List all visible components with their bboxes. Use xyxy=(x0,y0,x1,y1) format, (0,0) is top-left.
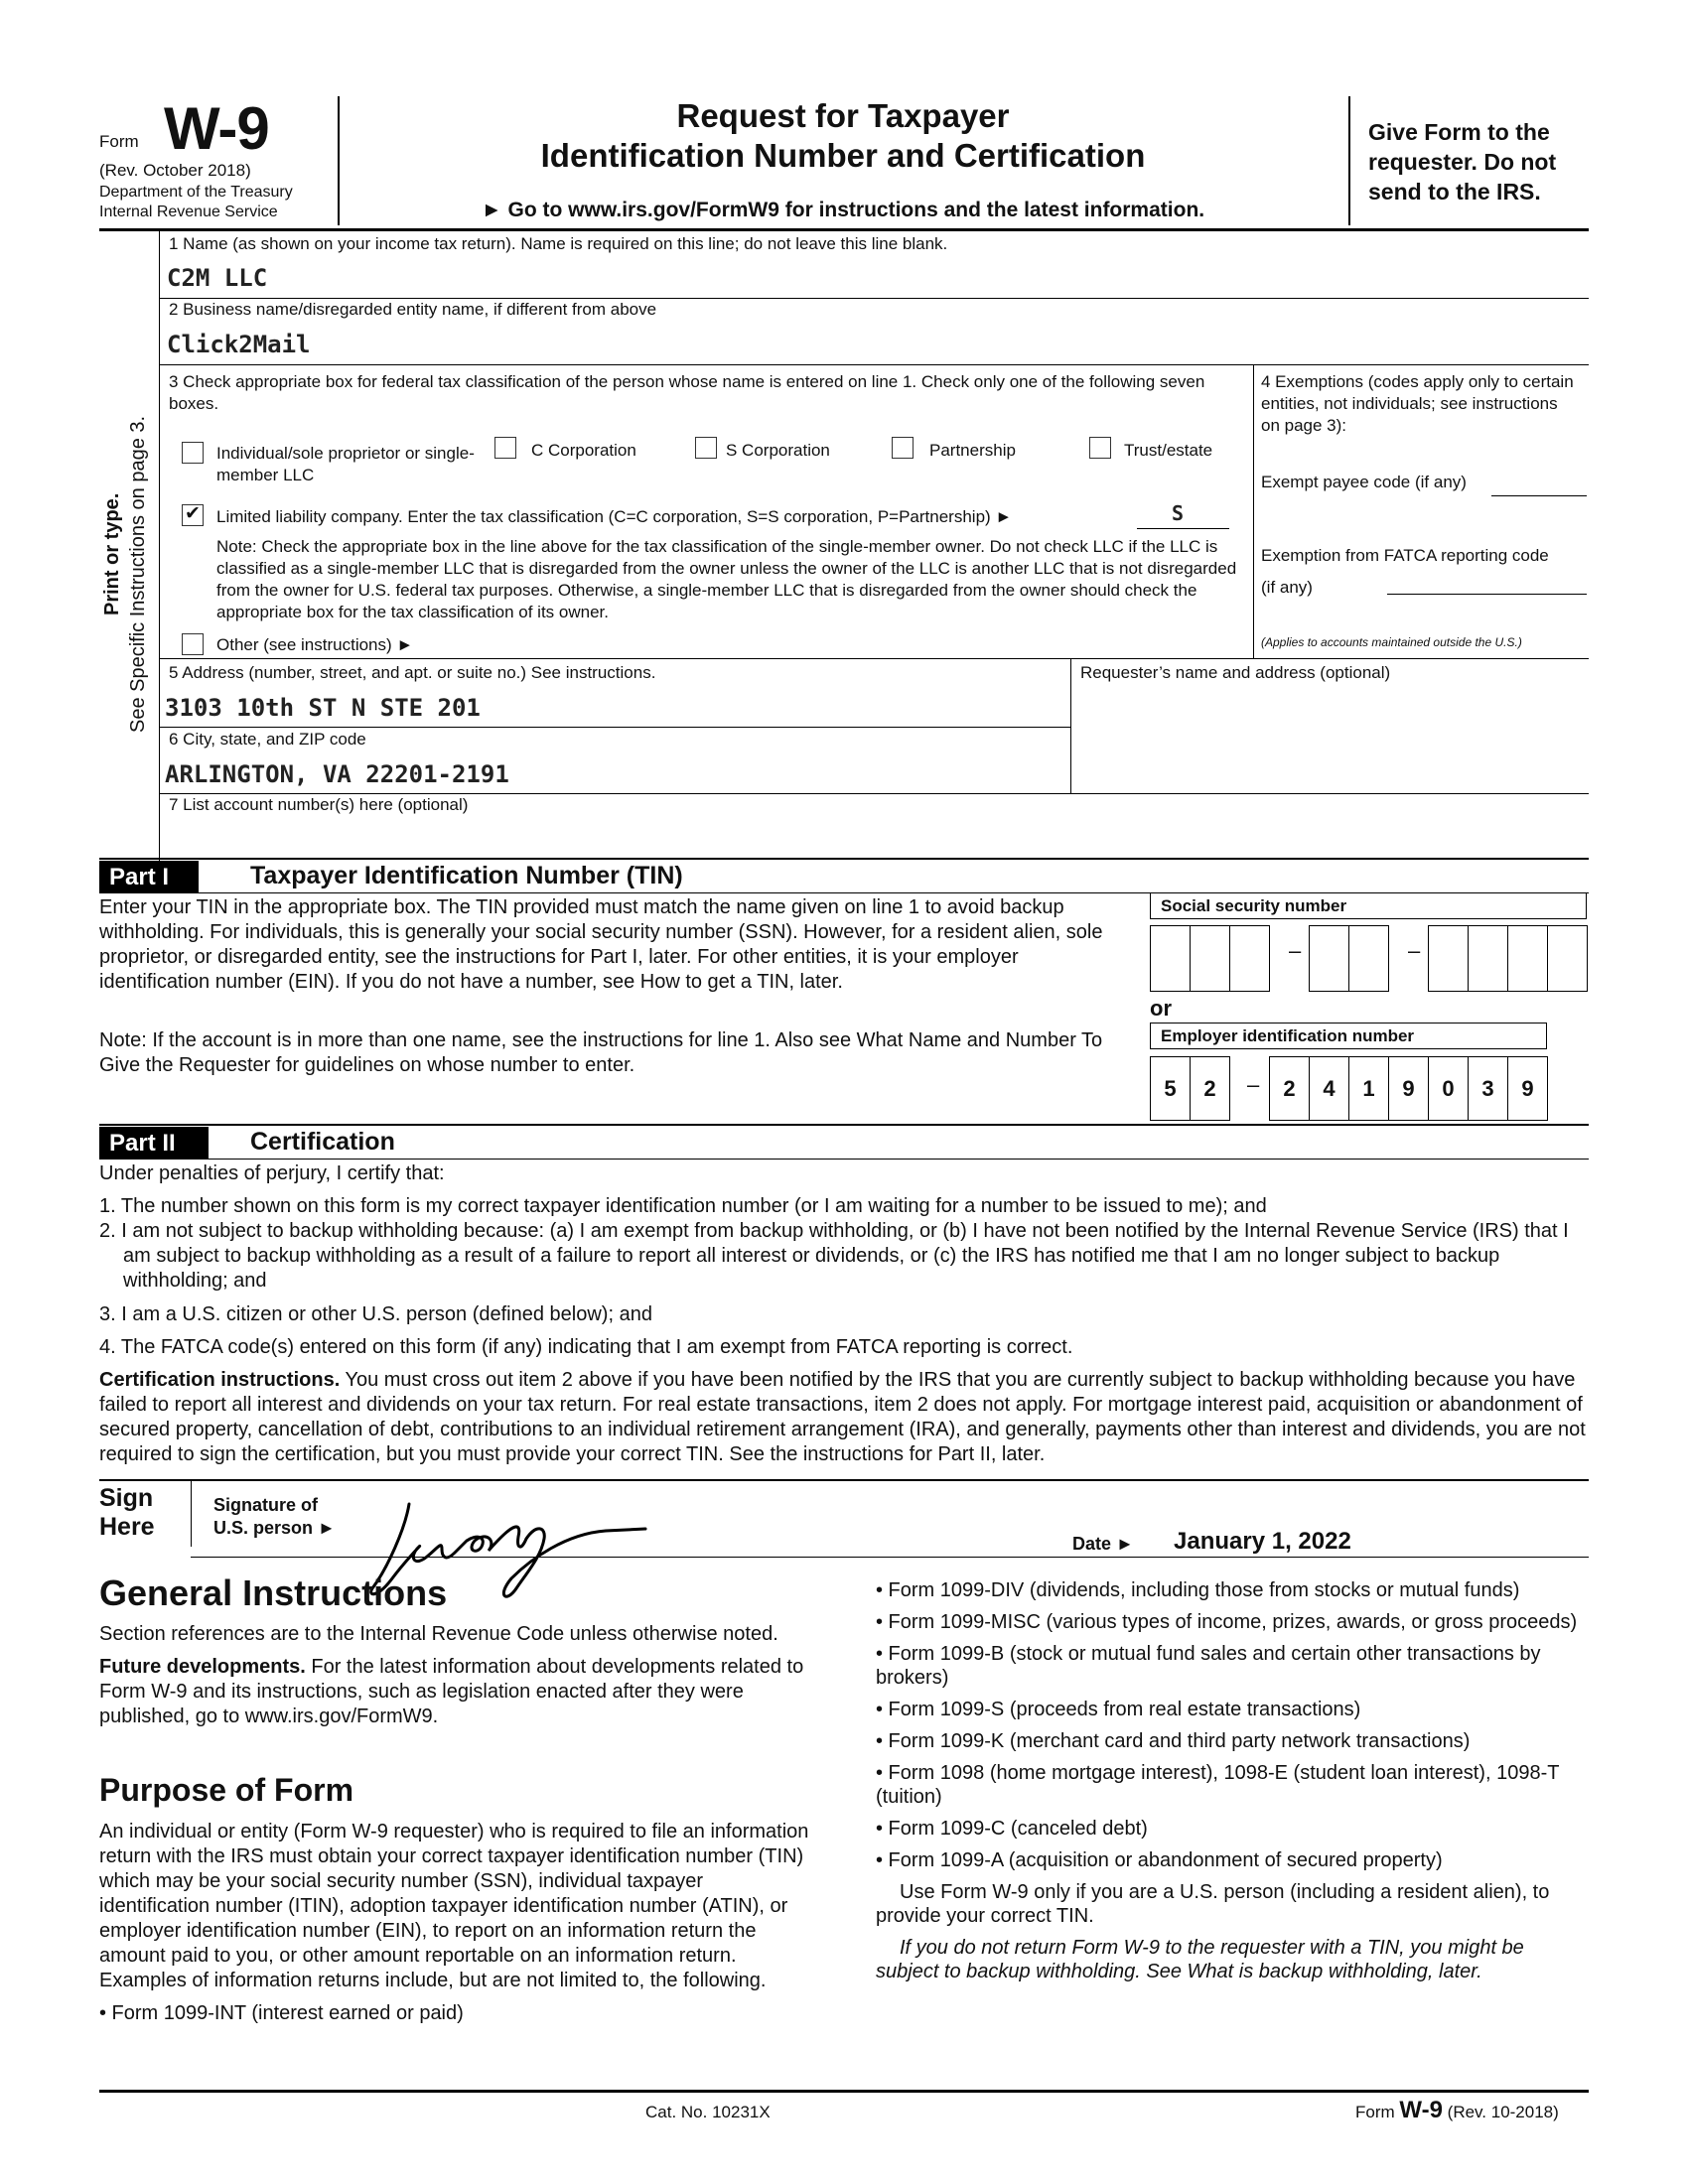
bullet-item: • Form 1098 (home mortgage interest), 1098-E (student loan interest), 1098-T (tuition) xyxy=(876,1762,1560,1808)
irs-name: Internal Revenue Service xyxy=(99,204,278,220)
partnership-checkbox[interactable] xyxy=(892,437,914,459)
department: Department of the Treasury xyxy=(99,184,293,201)
cert-instructions-title: Certification instructions. xyxy=(99,1369,341,1391)
ein-label: Employer identification number xyxy=(1150,1023,1547,1049)
use-form-text: Use Form W-9 only if you are a U.S. person (including a resident alien), to provide your correct TIN. xyxy=(876,1881,1550,1927)
date-value[interactable]: January 1, 2022 xyxy=(1174,1528,1351,1555)
future-developments-title: Future developments. xyxy=(99,1656,306,1678)
cert-item2: 2. I am not subject to backup withholding because: (a) I am exempt from backup withholding, or (b) I have not been notified by the Internal Revenue Service (IRS) that I am subject to backup withholding as a result of a failure to report all interest or dividends, or (c) the IRS has notified me that I am no longer subject to backup withholding; and xyxy=(99,1220,1569,1292)
c-corporation-label: C Corporation xyxy=(531,441,636,460)
address-field[interactable]: 3103 10th ST N STE 201 xyxy=(165,694,481,722)
line7-label: 7 List account number(s) here (optional) xyxy=(169,795,469,814)
bullet-item: • Form 1099-DIV (dividends, including those from stocks or mutual funds) xyxy=(876,1579,1520,1601)
cert-item4: 4. The FATCA code(s) entered on this form (if any) indicating that I am exempt from FATCA reporting is correct. xyxy=(99,1336,1073,1358)
print-or-type-side: Print or type. xyxy=(101,492,123,615)
footer-w9: W-9 xyxy=(1399,2097,1443,2123)
llc-checkbox[interactable] xyxy=(182,504,204,526)
business-name-field[interactable]: Click2Mail xyxy=(167,331,311,358)
cert-instructions xyxy=(99,1368,1589,1467)
ein-digit: 4 xyxy=(1309,1056,1349,1121)
part1-tag: Part I xyxy=(99,861,199,893)
purpose-column xyxy=(99,1820,814,2034)
part1-title: Taxpayer Identification Number (TIN) xyxy=(250,862,683,889)
date-label: Date ► xyxy=(1072,1534,1134,1554)
trust-estate-checkbox[interactable] xyxy=(1089,437,1111,459)
part2-tag: Part II xyxy=(99,1127,209,1160)
line1-label: 1 Name (as shown on your income tax return). Name is required on this line; do not leave this line blank. xyxy=(169,234,948,253)
general-right-column xyxy=(876,1578,1586,1991)
bullet-item: • Form 1099-MISC (various types of income, prizes, awards, or gross proceeds) xyxy=(876,1611,1578,1633)
general-instructions-heading: General Instructions xyxy=(99,1572,448,1613)
sign-here-label: Sign Here xyxy=(99,1484,155,1541)
section-references: Section references are to the Internal Revenue Code unless otherwise noted. xyxy=(99,1623,778,1645)
s-corporation-checkbox[interactable] xyxy=(695,437,717,459)
fatca-label: Exemption from FATCA reporting code (if any) xyxy=(1261,546,1549,597)
bullet-item: • Form 1099-K (merchant card and third party network transactions) xyxy=(876,1730,1471,1752)
cert-item1: 1. The number shown on this form is my correct taxpayer identification number (or I am waiting for a number to be issued to me); and xyxy=(99,1195,1267,1217)
bullet-item: • Form 1099-B (stock or mutual fund sales and certain other transactions by brokers) xyxy=(876,1643,1541,1689)
c-corporation-checkbox[interactable] xyxy=(494,437,516,459)
general-left-column xyxy=(99,1622,814,1737)
form-number: W-9 xyxy=(164,95,269,162)
cert-instructions-text: You must cross out item 2 above if you have been notified by the IRS that you are currently subject to backup withholding because you have failed to report all interest and dividends on your tax return. For real estate transactions, item 2 does not apply. For mortgage interest paid, acquisition or abandonment of secured property, cancellation of debt, contributions to an individual retirement arrangement (IRA), and generally, payments other than interest and dividends, you are not required to sign the certification, but you must provide your correct TIN. See the instructions for Part II, later. xyxy=(99,1369,1586,1465)
footer-form-word: Form xyxy=(1355,2103,1395,2121)
llc-classification-field[interactable]: S xyxy=(1172,501,1185,525)
form-word: Form xyxy=(99,132,139,151)
other-label: Other (see instructions) ► xyxy=(216,635,414,654)
footer-form xyxy=(1355,2097,1559,2124)
or-label: or xyxy=(1150,996,1172,1021)
line6-label: 6 City, state, and ZIP code xyxy=(169,730,366,749)
ein-digit: 0 xyxy=(1428,1056,1469,1121)
bullet-1099-int: • Form 1099-INT (interest earned or paid) xyxy=(99,2002,464,2024)
revision: (Rev. October 2018) xyxy=(99,161,251,180)
s-corporation-label: S Corporation xyxy=(726,441,830,460)
purpose-heading: Purpose of Form xyxy=(99,1772,354,1808)
part2-title: Certification xyxy=(250,1128,395,1156)
bullet-item: • Form 1099-S (proceeds from real estate transactions) xyxy=(876,1699,1361,1720)
ein-digit: 2 xyxy=(1190,1056,1230,1121)
line3-label: 3 Check appropriate box for federal tax classification of the person whose name is entered on line 1. Check only one of the following seven boxes. xyxy=(169,372,1205,413)
fatca-code-field[interactable] xyxy=(1387,594,1587,595)
if-not-returned-text: If you do not return Form W-9 to the requester with a TIN, you might be subject to backup withholding. See What is backup withholding, later. xyxy=(876,1937,1524,1982)
ein-digit: 1 xyxy=(1348,1056,1389,1121)
line2-label: 2 Business name/disregarded entity name, if different from above xyxy=(169,300,657,319)
cert-item3: 3. I am a U.S. citizen or other U.S. person (defined below); and xyxy=(99,1303,652,1325)
exempt-payee-field[interactable] xyxy=(1491,495,1587,496)
llc-note: Note: Check the appropriate box in the line above for the tax classification of the single-member owner. Do not check LLC if the LLC is classified as a single-member LLC that is disregarded from the owner unless the owner of the LLC is another LLC that is not disregarded from the owner for U.S. federal tax purposes. Otherwise, a single-member LLC that is disregarded from the owner should check the appropriate box for the tax classification of its owner. xyxy=(216,537,1237,621)
line5-label: 5 Address (number, street, and apt. or suite no.) See instructions. xyxy=(169,663,656,682)
ein-digit: 9 xyxy=(1507,1056,1548,1121)
future-developments-text: For the latest information about developments related to Form W-9 and its instructions, such as legislation enacted after they were published, go to www.irs.gov/FormW9. xyxy=(99,1656,804,1727)
bullet-item: • Form 1099-C (canceled debt) xyxy=(876,1818,1148,1840)
city-state-zip-field[interactable]: ARLINGTON, VA 22201-2191 xyxy=(165,760,509,788)
cat-number: Cat. No. 10231X xyxy=(645,2103,771,2121)
ein-digit: 5 xyxy=(1150,1056,1191,1121)
name-field[interactable]: C2M LLC xyxy=(167,264,268,292)
ein-digit: 2 xyxy=(1269,1056,1310,1121)
ein-digit: 9 xyxy=(1388,1056,1429,1121)
individual-checkbox[interactable] xyxy=(182,442,204,464)
form-title-line2: Identification Number and Certification xyxy=(540,137,1146,174)
partnership-label: Partnership xyxy=(929,441,1016,460)
give-form-note: Give Form to the requester. Do not send to the IRS. xyxy=(1368,119,1557,205)
part1-text: Enter your TIN in the appropriate box. The TIN provided must match the name given on line 1 to avoid backup withholding. For individuals, this is generally your social security number (SSN). However, for a resident alien, sole proprietor, or disregarded entity, see the instructions for Part I, later. For other entities, it is your employer identification number (EIN). If you do not have a number, see How to get a TIN, later. xyxy=(99,896,1103,993)
llc-label: Limited liability company. Enter the tax classification (C=C corporation, S=S corporation, P=Partnership) ► xyxy=(216,507,1013,526)
applies-note: (Applies to accounts maintained outside the U.S.) xyxy=(1261,635,1522,649)
individual-label: Individual/sole proprietor or single-member LLC xyxy=(216,444,475,484)
trust-estate-label: Trust/estate xyxy=(1124,441,1213,460)
purpose-text: An individual or entity (Form W-9 requester) who is required to file an information return with the IRS must obtain your correct taxpayer identification number (TIN) which may be your social security number (SSN), individual taxpayer identification number (ITIN), adoption taxpayer identification number (ATIN), or employer identification number (EIN), to report on an information return the amount paid to you, or other amount reportable on an information return. Examples of information returns include, but are not limited to, the following. xyxy=(99,1821,809,1991)
signature-label: Signature of U.S. person ► xyxy=(213,1495,336,1538)
form-title-line1: Request for Taxpayer xyxy=(676,97,1010,134)
part1-note: Note: If the account is in more than one name, see the instructions for line 1. Also see What Name and Number To Give the Requester for guidelines on whose number to enter. xyxy=(99,1029,1103,1076)
other-checkbox[interactable] xyxy=(182,633,204,655)
ssn-label: Social security number xyxy=(1150,892,1587,919)
ein-digit: 3 xyxy=(1468,1056,1508,1121)
requester-label: Requester’s name and address (optional) xyxy=(1080,663,1391,682)
future-developments xyxy=(99,1655,814,1729)
goto-instructions: ► Go to www.irs.gov/FormW9 for instructions and the latest information. xyxy=(481,199,1205,221)
specific-instructions-side: See Specific Instructions on page 3. xyxy=(127,415,149,733)
part2-intro: Under penalties of perjury, I certify that: xyxy=(99,1162,445,1184)
exempt-payee-label: Exempt payee code (if any) xyxy=(1261,473,1467,491)
bullet-item: • Form 1099-A (acquisition or abandonment of secured property) xyxy=(876,1849,1443,1871)
footer-rev: (Rev. 10-2018) xyxy=(1447,2103,1559,2121)
exemptions-label: 4 Exemptions (codes apply only to certain entities, not individuals; see instructions on page 3): xyxy=(1261,372,1574,435)
